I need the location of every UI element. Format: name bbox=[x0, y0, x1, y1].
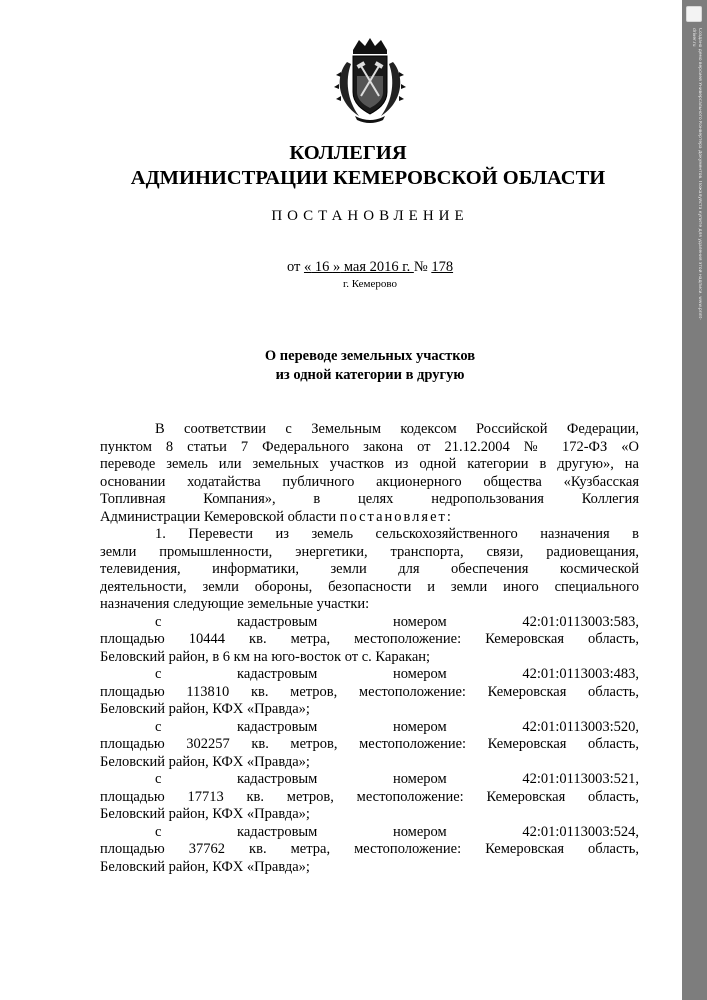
header-title-collegium: КОЛЛЕГИЯ bbox=[289, 142, 407, 164]
parcel-line: с кадастровым номером 42:01:0113003:483, bbox=[155, 666, 639, 682]
document-type: ПОСТАНОВЛЕНИЕ bbox=[271, 208, 469, 224]
header-title-administration: АДМИНИСТРАЦИИ КЕМЕРОВСКОЙ ОБЛАСТИ bbox=[130, 167, 606, 189]
parcel-line: Беловский район, КФХ «Правда»; bbox=[100, 701, 310, 717]
body-line: пунктом 8 статьи 7 Федерального закона от 21.12.2004 № 172-ФЗ «О bbox=[100, 438, 639, 455]
date-prefix: от bbox=[286, 259, 301, 275]
date-open-quote: « bbox=[303, 259, 312, 275]
subject-line: из одной категории в другую bbox=[275, 367, 465, 383]
subject-line: О переводе земельных участков bbox=[264, 348, 476, 364]
resolves-word: постановляет: bbox=[339, 508, 453, 525]
body-line: переводе земель или земельных участков из одной категории в другую», на bbox=[100, 456, 639, 472]
document-subject bbox=[160, 347, 580, 385]
parcel-line: с кадастровым номером 42:01:0113003:524, bbox=[155, 823, 639, 840]
body-line: назначения следующие земельные участки: bbox=[100, 596, 370, 612]
parcel-line: с кадастровым номером 42:01:0113003:583, bbox=[155, 613, 639, 630]
parcel-line: площадью 17713 кв. метров, местоположение: Кемеровская область, bbox=[100, 788, 639, 805]
parcel-line: с кадастровым номером 42:01:0113003:520, bbox=[155, 718, 639, 735]
date-close-quote: » bbox=[332, 259, 341, 275]
parcel-line: площадью 113810 кв. метров, местоположение: Кемеровская область, bbox=[100, 683, 639, 700]
document-body bbox=[100, 421, 639, 876]
body-line: телевидения, информатики, земли для обеспечения космической bbox=[100, 561, 639, 577]
body-line: деятельности, земли обороны, безопасности и земли иного специального bbox=[100, 578, 639, 595]
parcel-line: площадью 37762 кв. метра, местоположение: Кемеровская область, bbox=[100, 841, 639, 857]
coat-of-arms-emblem bbox=[331, 36, 409, 124]
body-line: земли промышленности, энергетики, транспорта, связи, радиовещания, bbox=[100, 543, 639, 560]
date-day: 16 bbox=[311, 259, 333, 275]
number-sign: № bbox=[413, 259, 428, 275]
body-line bbox=[100, 509, 639, 527]
parcel-line: площадью 302257 кв. метров, местоположение: Кемеровская область, bbox=[100, 736, 639, 752]
body-line: 1. Перевести из земель сельскохозяйственного назначения в bbox=[155, 526, 639, 542]
parcel-line: площадью 10444 кв. метра, местоположение: Кемеровская область, bbox=[100, 631, 639, 647]
body-line: Топливная Компания», в целях недропользования Коллегия bbox=[100, 491, 639, 507]
date-month-year: мая 2016 г. bbox=[340, 259, 414, 275]
document-icon bbox=[686, 6, 702, 22]
parcel-line: Беловский район, КФХ «Правда»; bbox=[100, 806, 310, 822]
city: г. Кемерово bbox=[342, 278, 398, 290]
parcel-line: с кадастровым номером 42:01:0113003:521, bbox=[155, 771, 639, 787]
watermark-note: Создано демо версией Универсального Конвертера Документов. Пожалуйста купите для удаления этой надписи. www.print-driver.ru bbox=[691, 28, 702, 320]
parcel-line: Беловский район, КФХ «Правда»; bbox=[100, 858, 310, 875]
body-line: В соответствии с Земельным кодексом Российской Федерации, bbox=[155, 421, 639, 437]
body-text: Администрации Кемеровской области bbox=[100, 508, 337, 525]
document-number: 178 bbox=[431, 259, 454, 275]
parcel-line: Беловский район, КФХ «Правда»; bbox=[100, 753, 310, 770]
date-number-line bbox=[100, 259, 640, 276]
body-line: основании ходатайства публичного акционерного общества «Кузбасская bbox=[100, 473, 639, 490]
parcel-line: Беловский район, в 6 км на юго-восток от с. Каракан; bbox=[100, 648, 431, 665]
